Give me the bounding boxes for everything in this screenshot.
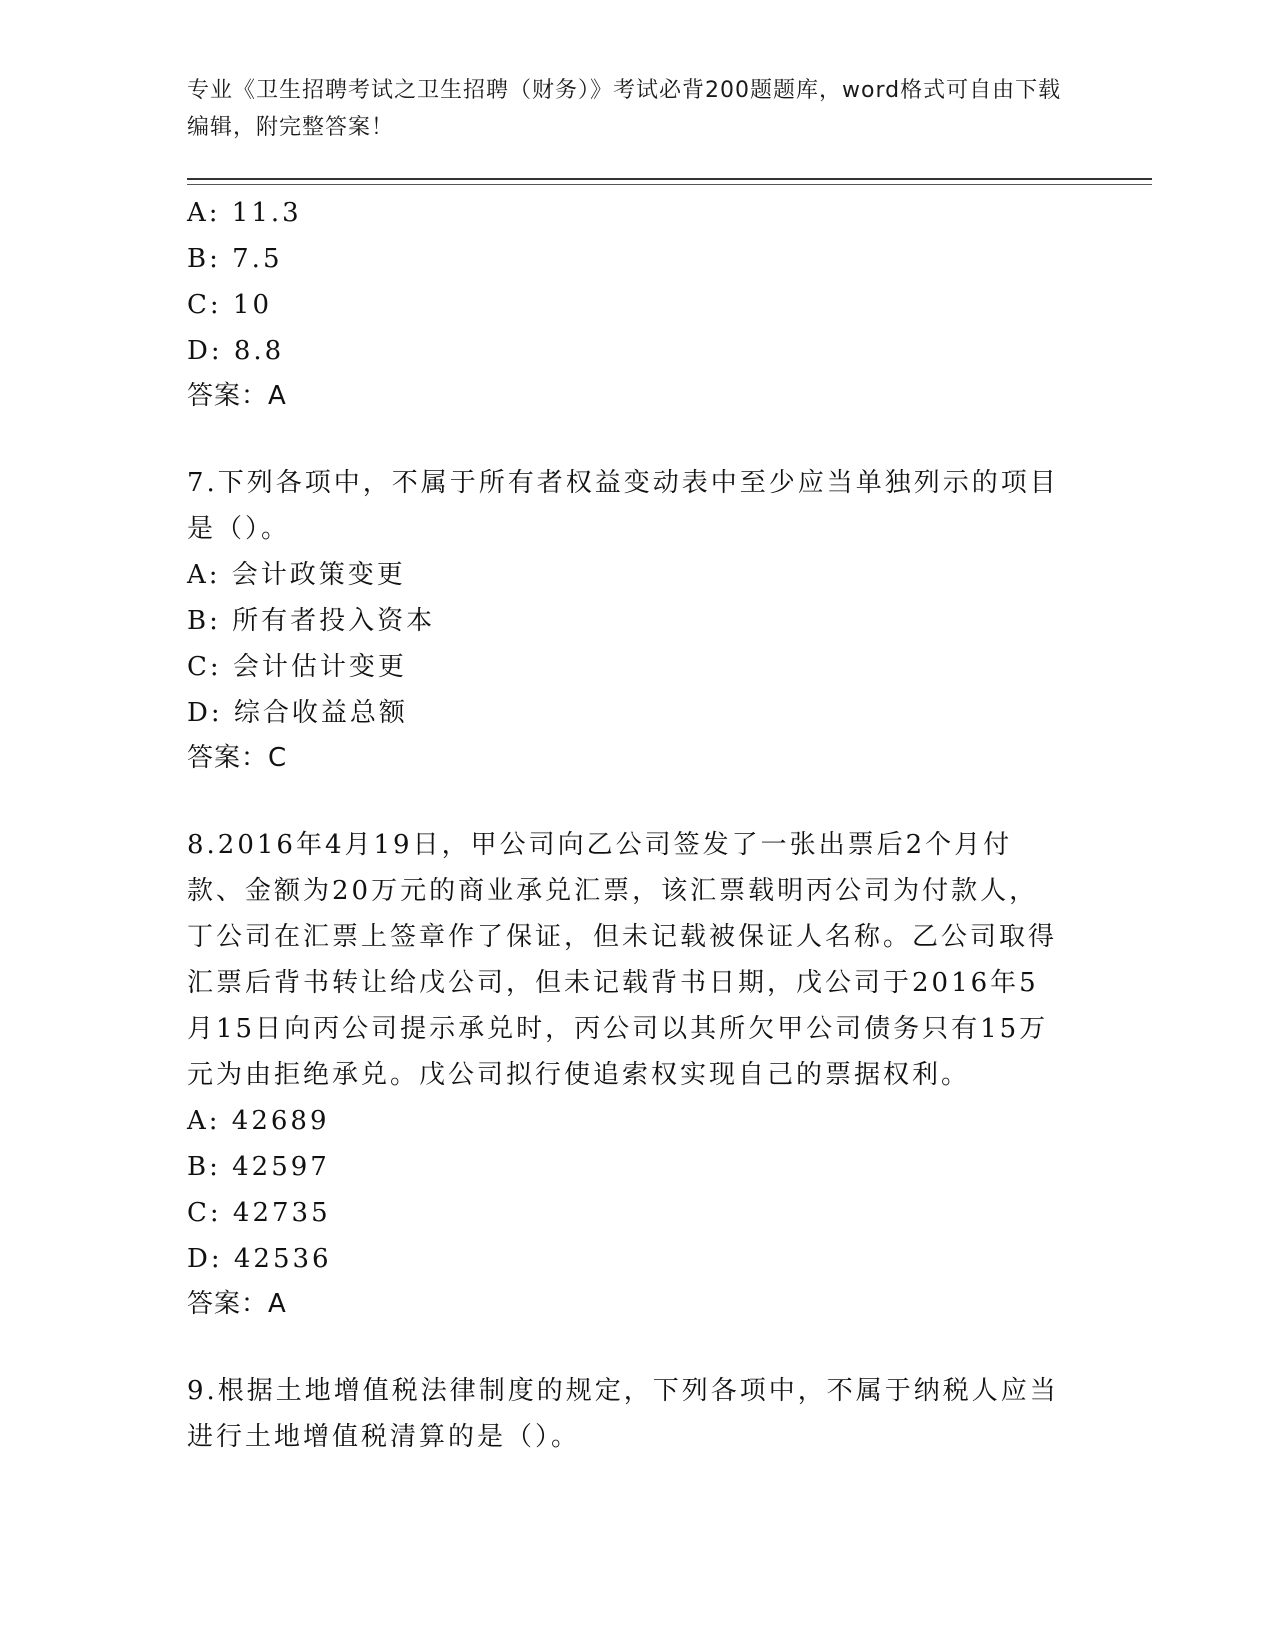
q8-stem: 8.2016年4月19日，甲公司向乙公司签发了一张出票后2个月付款、金额为20万元的商业承兑汇票，该汇票载明丙公司为付款人，丁公司在汇票上签章作了保证，但未记载被保证人名称。乙公司取得汇票后背书转让给戊公司，但未记载背书日期，戊公司于2016年5月15日向丙公司提示承兑时，丙公司以其所欠甲公司债务只有15万元为由拒绝承兑。戊公司拟行使追索权实现自己的票据权利。 [187,830,1058,1090]
header-rule-thick [187,178,1152,180]
question-9-block [187,1368,1087,1460]
spacer [187,418,1087,460]
q6-option-d: D: 8.8 [187,336,285,366]
q7-stem: 7.下列各项中，不属于所有者权益变动表中至少应当单独列示的项目是（）。 [187,468,1059,544]
q6-option-b: B: 7.5 [187,244,283,274]
q6-answer: 答案：A [187,381,287,411]
question-8-block [187,822,1087,1326]
question-content [187,190,1087,1460]
q8-option-b: B: 42597 [187,1152,330,1182]
question-6-block [187,190,1087,418]
q7-option-b: B: 所有者投入资本 [187,606,436,636]
q7-option-a: A: 会计政策变更 [187,560,406,590]
header-rule-thin [187,184,1152,185]
q8-option-d: D: 42536 [187,1244,332,1274]
q7-option-c: C: 会计估计变更 [187,652,407,682]
q7-option-d: D: 综合收益总额 [187,698,408,728]
q7-answer: 答案：C [187,743,288,773]
q6-option-a: A: 11.3 [187,198,302,228]
q8-option-c: C: 42735 [187,1198,331,1228]
q9-stem: 9.根据土地增值税法律制度的规定，下列各项中，不属于纳税人应当进行土地增值税清算的是（）。 [187,1376,1059,1452]
q6-option-c: C: 10 [187,290,273,320]
q8-answer: 答案：A [187,1289,287,1319]
q8-option-a: A: 42689 [187,1106,330,1136]
spacer [187,1326,1087,1368]
spacer [187,780,1087,822]
question-7-block [187,460,1087,780]
page-header: 专业《卫生招聘考试之卫生招聘（财务）》考试必背200题题库，word格式可自由下载编辑，附完整答案！ [187,78,1062,140]
